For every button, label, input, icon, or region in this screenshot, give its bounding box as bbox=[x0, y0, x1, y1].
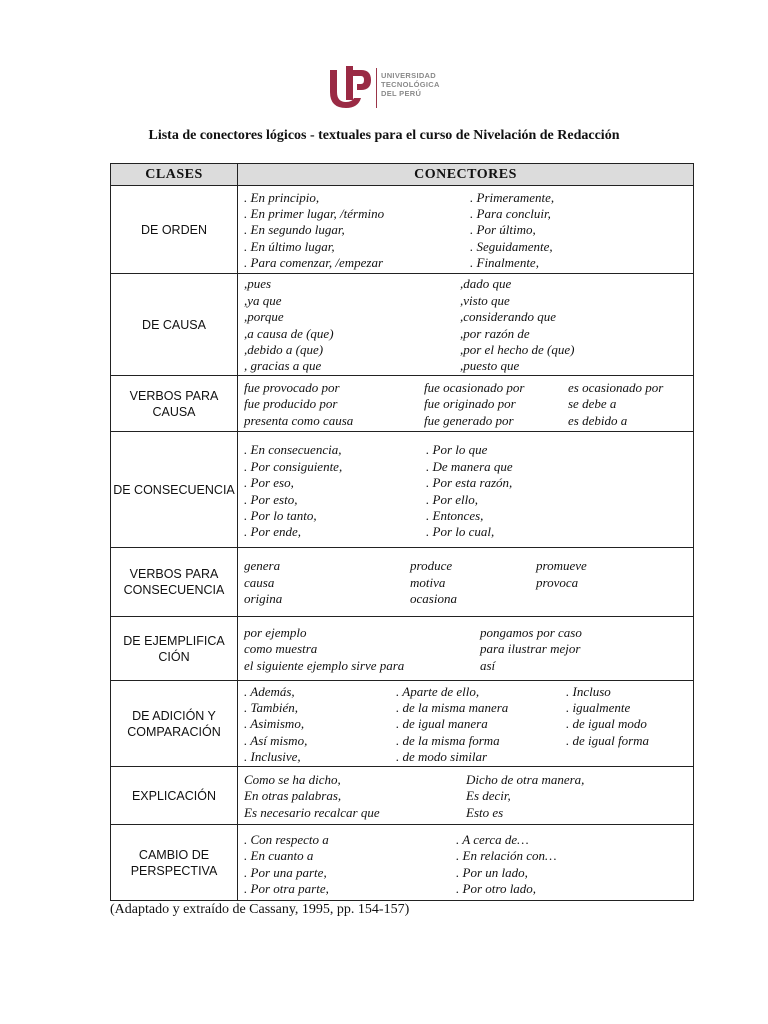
connector-line bbox=[238, 342, 693, 358]
connector-item: . Por último, bbox=[470, 222, 536, 238]
connector-line bbox=[238, 396, 693, 412]
logo-divider bbox=[376, 68, 377, 108]
connector-item: Es decir, bbox=[466, 788, 511, 804]
connector-item: . Incluso bbox=[566, 683, 611, 699]
connector-item: . Por ello, bbox=[426, 491, 478, 507]
connector-line bbox=[238, 326, 693, 342]
connector-item: . Inclusive, bbox=[244, 749, 301, 765]
connector-line bbox=[238, 475, 693, 491]
connector-item: . Primeramente, bbox=[470, 189, 555, 205]
connector-item: genera bbox=[244, 558, 281, 574]
connector-line bbox=[238, 700, 693, 716]
connector-item: . De manera que bbox=[426, 458, 513, 474]
connector-line bbox=[238, 358, 693, 374]
connector-line bbox=[238, 575, 693, 591]
connector-line bbox=[238, 239, 693, 255]
connector-item: . Por otra parte, bbox=[244, 880, 329, 896]
connector-item: . Finalmente, bbox=[470, 255, 539, 271]
connector-class: VERBOS PARA CONSECUENCIA bbox=[111, 548, 238, 617]
logo-line: DEL PERÚ bbox=[381, 89, 422, 98]
connector-line bbox=[238, 222, 693, 238]
connector-item: . de la misma forma bbox=[396, 732, 500, 748]
connector-item: se debe a bbox=[568, 396, 617, 412]
connector-item: . de igual modo bbox=[566, 716, 647, 732]
connector-item: es debido a bbox=[568, 412, 628, 428]
connector-line bbox=[238, 625, 693, 641]
connector-item: . En principio, bbox=[244, 189, 320, 205]
connector-line bbox=[238, 255, 693, 271]
connector-item: . También, bbox=[244, 699, 299, 715]
connector-class: EXPLICACIÓN bbox=[111, 767, 238, 825]
table-row bbox=[111, 617, 694, 681]
connector-item: . igualmente bbox=[566, 699, 631, 715]
connector-item: . Por ende, bbox=[244, 524, 302, 540]
connector-item: . Por una parte, bbox=[244, 864, 327, 880]
table-row bbox=[111, 274, 694, 376]
connector-line bbox=[238, 805, 693, 821]
connector-item: ,por razón de bbox=[460, 325, 530, 341]
connector-item: para ilustrar mejor bbox=[480, 641, 581, 657]
document-title: Lista de conectores lógicos - textuales para el curso de Nivelación de Redacción bbox=[148, 128, 620, 143]
connector-line bbox=[238, 206, 693, 222]
connector-item: . En último lugar, bbox=[244, 238, 335, 254]
connector-item: ,dado que bbox=[460, 276, 512, 292]
connector-line bbox=[238, 591, 693, 607]
connector-line bbox=[238, 865, 693, 881]
connector-item: ,considerando que bbox=[460, 309, 557, 325]
table-header-row bbox=[111, 164, 694, 186]
connector-item: . Además, bbox=[244, 683, 295, 699]
connector-item: promueve bbox=[536, 558, 587, 574]
connector-list bbox=[238, 274, 694, 376]
connector-item: En otras palabras, bbox=[244, 788, 342, 804]
connector-item: . de igual manera bbox=[396, 716, 488, 732]
connector-item: . de la misma manera bbox=[396, 699, 509, 715]
connector-line bbox=[238, 832, 693, 848]
connector-item: . de igual forma bbox=[566, 732, 650, 748]
table-row bbox=[111, 186, 694, 274]
table-row bbox=[111, 767, 694, 825]
connector-line bbox=[238, 716, 693, 732]
connector-line bbox=[238, 380, 693, 396]
connector-item: . En primer lugar, /término bbox=[244, 205, 385, 221]
connector-item: fue originado por bbox=[424, 396, 516, 412]
connector-line bbox=[238, 524, 693, 540]
logo-wordmark bbox=[381, 71, 440, 98]
connector-class: CAMBIO DE PERSPECTIVA bbox=[111, 825, 238, 901]
connector-item: ocasiona bbox=[410, 591, 457, 607]
utp-logo bbox=[328, 64, 440, 112]
connector-class: DE ORDEN bbox=[111, 186, 238, 274]
connector-item: . Por lo tanto, bbox=[244, 507, 317, 523]
connector-item: . En relación con… bbox=[456, 848, 557, 864]
connector-item: . A cerca de… bbox=[456, 831, 529, 847]
connector-item: . Seguidamente, bbox=[470, 238, 553, 254]
connector-line bbox=[238, 658, 693, 674]
connector-item: . En segundo lugar, bbox=[244, 222, 345, 238]
connector-item: . Por un lado, bbox=[456, 864, 528, 880]
connector-item: . Asimismo, bbox=[244, 716, 305, 732]
table-row bbox=[111, 825, 694, 901]
connector-item: . Por eso, bbox=[244, 475, 294, 491]
connector-list bbox=[238, 767, 694, 825]
source-note: (Adaptado y extraído de Cassany, 1995, pp. 154-157) bbox=[110, 902, 410, 917]
connector-line bbox=[238, 309, 693, 325]
table-row bbox=[111, 432, 694, 548]
connector-item: ,debido a (que) bbox=[244, 341, 324, 357]
connector-item: . Así mismo, bbox=[244, 732, 308, 748]
connector-line bbox=[238, 459, 693, 475]
connector-item: ,ya que bbox=[244, 292, 282, 308]
connector-item: fue producido por bbox=[244, 396, 338, 412]
connector-line bbox=[238, 733, 693, 749]
connector-class: DE EJEMPLIFICA CIÓN bbox=[111, 617, 238, 681]
connector-item: . Aparte de ello, bbox=[396, 683, 480, 699]
connector-list bbox=[238, 548, 694, 617]
connector-line bbox=[238, 749, 693, 765]
connector-list bbox=[238, 376, 694, 432]
logo-line: UNIVERSIDAD bbox=[381, 71, 436, 80]
connector-line bbox=[238, 558, 693, 574]
connector-item: fue generado por bbox=[424, 412, 514, 428]
connector-item: ,pues bbox=[244, 276, 272, 292]
connector-line bbox=[238, 293, 693, 309]
connector-list bbox=[238, 617, 694, 681]
connector-item: como muestra bbox=[244, 641, 318, 657]
connector-item: es ocasionado por bbox=[568, 379, 664, 395]
connector-line bbox=[238, 276, 693, 292]
connector-item: por ejemplo bbox=[244, 624, 307, 640]
connector-line bbox=[238, 508, 693, 524]
connector-item: ,puesto que bbox=[460, 358, 520, 374]
connector-line bbox=[238, 641, 693, 657]
connector-item: ,por el hecho de (que) bbox=[460, 341, 575, 357]
connector-list bbox=[238, 825, 694, 901]
connector-item: presenta como causa bbox=[244, 412, 354, 428]
connector-list bbox=[238, 186, 694, 274]
connector-item: Como se ha dicho, bbox=[244, 771, 341, 787]
connector-item: causa bbox=[244, 574, 275, 590]
connector-item: ,porque bbox=[244, 309, 284, 325]
connector-item: . Para concluir, bbox=[470, 205, 551, 221]
table-row bbox=[111, 376, 694, 432]
connector-line bbox=[238, 788, 693, 804]
connector-item: . Entonces, bbox=[426, 507, 484, 523]
connector-item: pongamos por caso bbox=[480, 624, 582, 640]
connector-line bbox=[238, 848, 693, 864]
connector-item: produce bbox=[410, 558, 453, 574]
connector-item: . Por lo que bbox=[426, 442, 488, 458]
connector-class: DE ADICIÓN Y COMPARACIÓN bbox=[111, 681, 238, 767]
connector-item: provoca bbox=[536, 574, 579, 590]
connector-class: VERBOS PARA CAUSA bbox=[111, 376, 238, 432]
connector-item: motiva bbox=[410, 574, 446, 590]
connector-line bbox=[238, 881, 693, 897]
connector-item: . Por otro lado, bbox=[456, 880, 537, 896]
header-conectores: CONECTORES bbox=[238, 164, 694, 186]
connector-item: . Por esta razón, bbox=[426, 475, 513, 491]
connector-item: . En cuanto a bbox=[244, 848, 314, 864]
connector-item: . Por lo cual, bbox=[426, 524, 495, 540]
connector-item: así bbox=[480, 657, 496, 673]
connector-item: , gracias a que bbox=[244, 358, 322, 374]
connector-list bbox=[238, 681, 694, 767]
connector-item: Es necesario recalcar que bbox=[244, 804, 380, 820]
header-clases: CLASES bbox=[111, 164, 238, 186]
connector-class: DE CONSECUENCIA bbox=[111, 432, 238, 548]
connector-item: fue provocado por bbox=[244, 379, 340, 395]
connector-item: . de modo similar bbox=[396, 749, 487, 765]
connector-item: . Para comenzar, /empezar bbox=[244, 255, 384, 271]
connector-item: . Por consiguiente, bbox=[244, 458, 343, 474]
connector-line bbox=[238, 190, 693, 206]
connector-class: DE CAUSA bbox=[111, 274, 238, 376]
connector-line bbox=[238, 684, 693, 700]
connector-item: Dicho de otra manera, bbox=[466, 771, 585, 787]
connector-list bbox=[238, 432, 694, 548]
connector-item: . Por esto, bbox=[244, 491, 298, 507]
connector-item: ,a causa de (que) bbox=[244, 325, 334, 341]
logo-line: TECNOLÓGICA bbox=[381, 80, 440, 89]
connector-line bbox=[238, 442, 693, 458]
table-row bbox=[111, 548, 694, 617]
connectors-table bbox=[110, 163, 694, 901]
connector-item: origina bbox=[244, 591, 283, 607]
connector-line bbox=[238, 492, 693, 508]
connector-line bbox=[238, 413, 693, 429]
connector-item: el siguiente ejemplo sirve para bbox=[244, 657, 405, 673]
connector-item: . En consecuencia, bbox=[244, 442, 342, 458]
connector-item: ,visto que bbox=[460, 292, 510, 308]
connector-line bbox=[238, 772, 693, 788]
utp-logo-mark bbox=[328, 64, 372, 112]
connector-item: fue ocasionado por bbox=[424, 379, 525, 395]
connector-item: . Con respecto a bbox=[244, 831, 329, 847]
table-row bbox=[111, 681, 694, 767]
connector-item: Esto es bbox=[466, 804, 504, 820]
